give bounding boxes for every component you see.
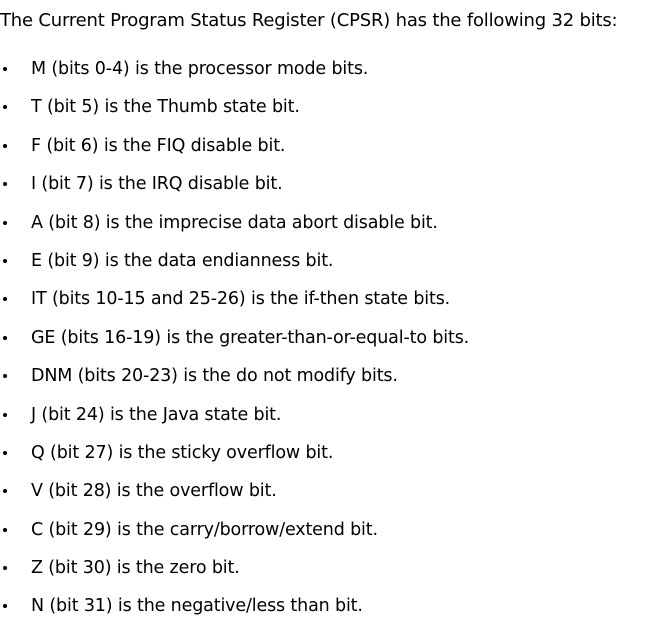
list-item-text: DNM (bits 20-23) is the do not modify bits.: [31, 366, 398, 387]
list-item-text: T (bit 5) is the Thumb state bit.: [31, 97, 300, 118]
list-item-text: IT (bits 10-15 and 25-26) is the if-then state bits.: [31, 289, 451, 310]
list-item-text: V (bit 28) is the overflow bit.: [31, 481, 277, 502]
bullet-icon: [3, 259, 7, 263]
list-item-text: F (bit 6) is the FIQ disable bit.: [31, 135, 286, 156]
list-item-text: I (bit 7) is the IRQ disable bit.: [31, 174, 283, 195]
list-item-text: A (bit 8) is the imprecise data abort disable bit.: [31, 212, 438, 233]
list-item-text: M (bits 0-4) is the processor mode bits.: [31, 59, 369, 79]
bullet-icon: [3, 221, 7, 225]
bullet-icon: [3, 528, 7, 532]
list-item-text: E (bit 9) is the data endianness bit.: [31, 250, 334, 271]
list-item-text: J (bit 24) is the Java state bit.: [31, 404, 282, 425]
bullet-icon: [3, 67, 7, 71]
list-item-text: Z (bit 30) is the zero bit.: [31, 558, 240, 579]
bullet-icon: [3, 489, 7, 493]
list-item-text: N (bit 31) is the negative/less than bit.: [31, 596, 363, 617]
bullet-icon: [3, 374, 7, 378]
bullet-icon: [3, 144, 7, 148]
intro-paragraph: The Current Program Status Register (CPSR) has the following 32 bits:: [0, 10, 618, 31]
bullet-icon: [3, 297, 7, 301]
bullet-icon: [3, 566, 7, 570]
bullet-icon: [3, 451, 7, 455]
list-item-text: C (bit 29) is the carry/borrow/extend bit.: [31, 519, 378, 540]
bullet-icon: [3, 604, 7, 608]
bullet-icon: [3, 182, 7, 186]
list-item-text: Q (bit 27) is the sticky overflow bit.: [31, 442, 334, 463]
bullet-icon: [3, 413, 7, 417]
list-item-text: GE (bits 16-19) is the greater-than-or-equal-to bits.: [31, 327, 470, 348]
bullet-icon: [3, 336, 7, 340]
bullet-icon: [3, 105, 7, 109]
